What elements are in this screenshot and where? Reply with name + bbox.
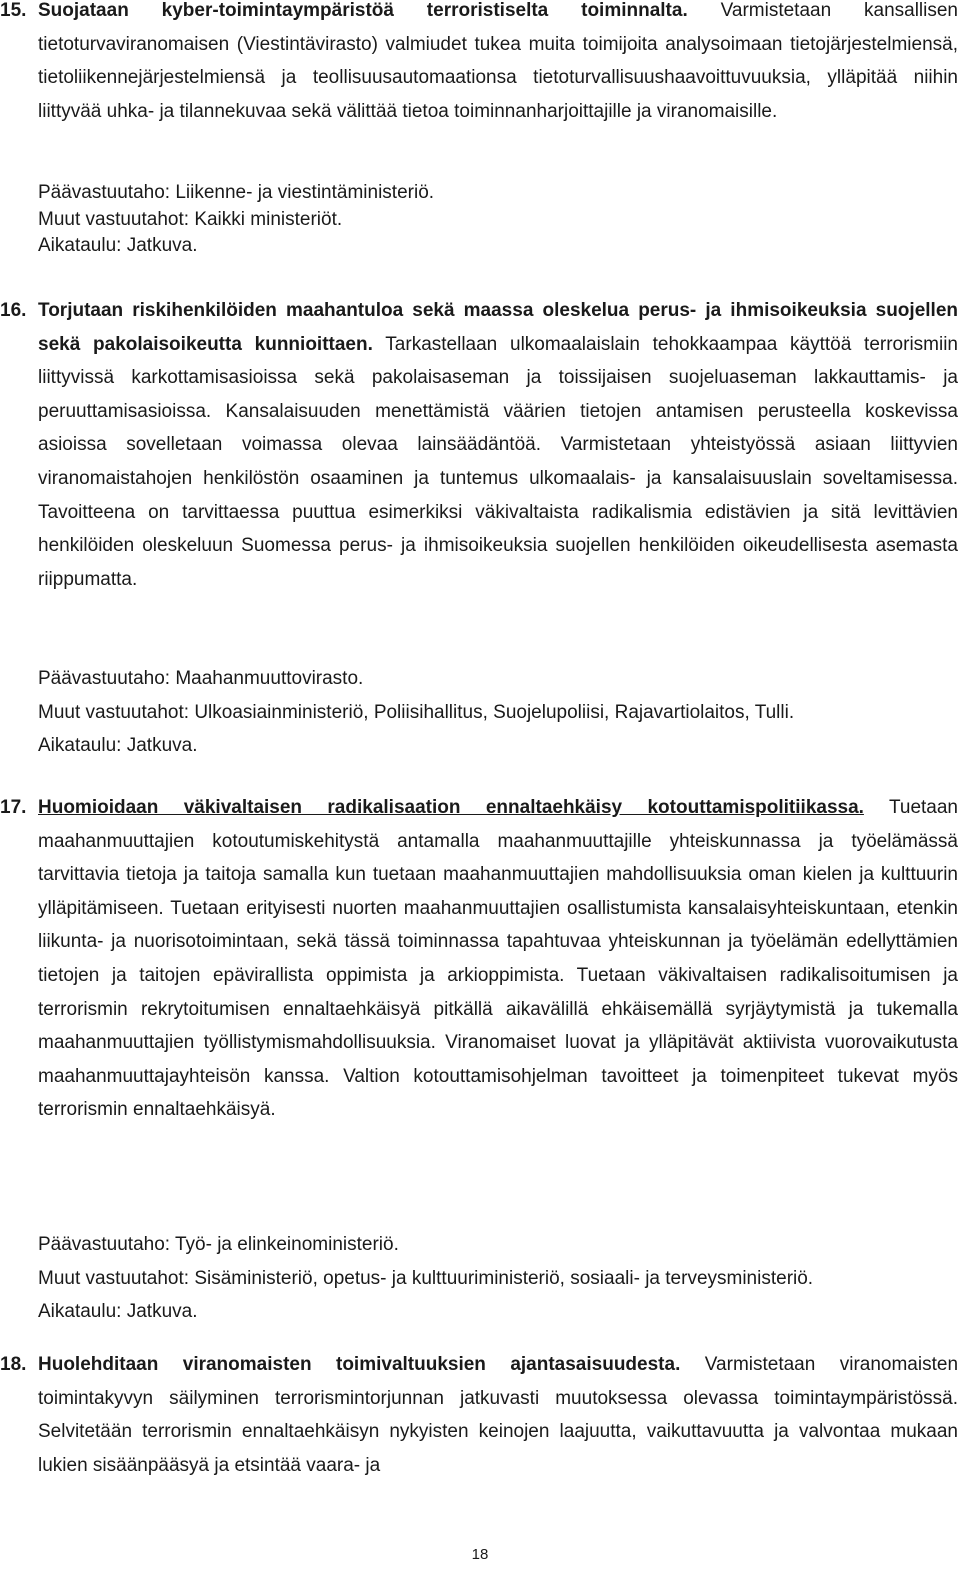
measure-item-15: [0, 0, 960, 128]
main-responsible: Päävastuutaho: Liikenne- ja viestintäministeriö.: [38, 182, 435, 203]
main-responsible: Päävastuutaho: Työ- ja elinkeinoministeriö.: [38, 1234, 399, 1255]
other-responsible: Muut vastuutahot: Sisäministeriö, opetus- ja kulttuuriministeriö, sosiaali- ja terveysministeriö.: [38, 1267, 814, 1289]
measure-body: Varmistetaan viranomaisten toimintakyvyn säilyminen terrorismintorjunnan jatkuvasti muutoksessa olevassa toimintaympäristössä. Selvitetään terrorismin ennaltaehkäisyn nykyisten keinojen laajuutta, vaikuttavuutta ja valvontaa mukaan lukien sisäänpääsyä ja etsintää vaara- ja: [38, 1354, 959, 1476]
measure-body: Tarkastellaan ulkomaalaislain tehokkaampaa käyttöä terrorismiin liittyvissä karkottamisasioissa sekä pakolaisaseman ja toissijaisen suojeluaseman lakkauttamis- ja peruuttamisasioissa. Kansalaisuuden menettämistä väärien tietojen antamisen perusteella koskevissa asioissa sovelletaan voimassa olevaa lainsäädäntöä. Varmistetaan yhteistyössä asiaan liittyvien viranomaistahojen henkilöstön osaaminen ja tuntemus ulkomaalais- ja kansalaisuuslain soveltamisessa. Tavoitteena on tarvittaessa puuttua esimerkiksi väkivaltaista radikalismia edistävien ja sitä levittävien henkilöiden oleskeluun Suomessa perus- ja ihmisoikeuksia suojellen henkilöiden oikeudellisesta asemasta riippumatta.: [38, 333, 958, 590]
measure-item-17: [0, 791, 960, 1127]
measure-number: 15.: [0, 0, 27, 21]
other-responsible: Muut vastuutahot: Ulkoasiainministeriö, Poliisihallitus, Suojelupoliisi, Rajavartiolaitos, Tulli.: [38, 701, 795, 723]
measure-lead: Huolehditaan viranomaisten toimivaltuuksien ajantasaisuudesta.: [38, 1354, 681, 1375]
measure-16-meta: [0, 666, 960, 760]
measure-number: 18.: [0, 1354, 27, 1375]
measure-lead: Torjutaan riskihenkilöiden maahantuloa sekä maassa oleskelua perus- ja ihmisoikeuksia suojellen sekä pakolaisoikeutta kunnioittaen.: [38, 300, 958, 355]
other-responsible: Muut vastuutahot: Kaikki ministeriöt.: [38, 208, 343, 230]
measure-paragraph: [0, 791, 960, 1127]
measure-paragraph: [0, 1348, 960, 1482]
measure-paragraph: [0, 294, 960, 596]
measure-paragraph: [0, 0, 960, 128]
schedule: Aikataulu: Jatkuva.: [38, 235, 198, 256]
measure-number: 16.: [0, 300, 27, 321]
main-responsible: Päävastuutaho: Maahanmuuttovirasto.: [38, 668, 364, 689]
page-number: 18: [471, 1546, 489, 1563]
schedule: Aikataulu: Jatkuva.: [38, 1301, 198, 1322]
measure-lead: Suojataan kyber-toimintaympäristöä terroristiselta toiminnalta.: [38, 0, 688, 21]
measure-body: Varmistetaan kansallisen tietoturvaviranomaisen (Viestintävirasto) valmiudet tukea muita toimijoita analysoimaan tietojärjestelmiensä, tietoliikennejärjestelmiensä ja teollisuusautomaationsa tietoturvallisuushaavoittuvuuksia, ylläpitää niihin liittyvää uhka- ja tilannekuvaa sekä välittää tietoa toiminnanharjoittajille ja viranomaisille.: [38, 0, 959, 122]
measure-15-meta: [0, 180, 960, 260]
measure-body: Tuetaan maahanmuuttajien kotoutumiskehitystä antamalla maahanmuuttajille yhteiskunnassa ja työelämässä tarvittavia tietoja ja taitoja samalla kun tuetaan maahanmuuttajien mahdollisuuksia oman kielen ja kulttuurin ylläpitämiseen. Tuetaan erityisesti nuorten maahanmuuttajien osallistumista kansalaisyhteiskuntaan, etenkin liikunta- ja nuorisotoimintaan, sekä tässä toiminnassa tapahtuvaa yhteiskunnan ja työelämän edellyttämien tietojen ja taitojen epävirallista oppimista ja arkioppimista. Tuetaan väkivaltaisen radikalisoitumisen ja terrorismin rekrytoitumisen ennaltaehkäisyä pitkällä aikavälillä ehkäisemällä syrjäytymistä ja tukemalla maahanmuuttajien työllistymismahdollisuuksia. Viranomaiset luovat ja ylläpitävät aktiivista vuorovaikutusta maahanmuuttajayhteisön kanssa. Valtion kotouttamisohjelman tavoitteet ja toimenpiteet tukevat myös terrorismin ennaltaehkäisyä.: [38, 797, 958, 1121]
measure-item-16: [0, 294, 960, 596]
measure-lead: Huomioidaan väkivaltaisen radikalisaation ennaltaehkäisy kotouttamispolitiikassa.: [38, 797, 864, 818]
measure-17-meta: [0, 1232, 960, 1326]
schedule: Aikataulu: Jatkuva.: [38, 735, 198, 756]
measure-item-18: [0, 1348, 960, 1482]
measure-number: 17.: [0, 797, 27, 818]
